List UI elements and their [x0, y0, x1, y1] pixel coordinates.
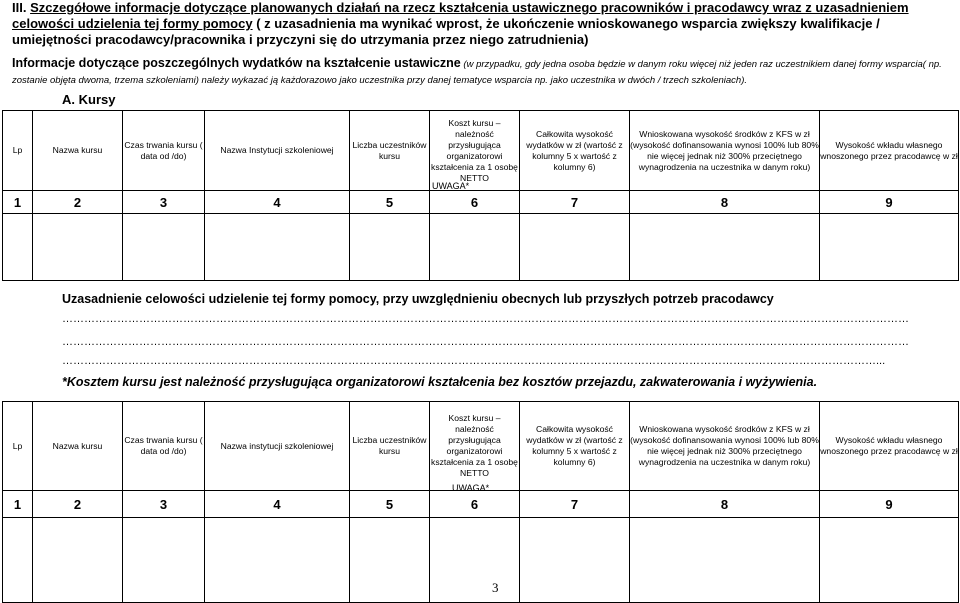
info-bold: Informacje dotyczące poszczególnych wydatków na kształcenie ustawiczne — [12, 56, 461, 70]
justification-line-3[interactable]: ……………………………………………………………………………………………………………………………………………………………………………………………………... — [62, 355, 886, 367]
t2-header-lp: Lp — [3, 402, 33, 491]
t1-col-number: 1 — [3, 191, 33, 214]
info-paragraph — [12, 56, 956, 88]
t1-col-number: 9 — [820, 191, 959, 214]
cost-footnote: *Kosztem kursu jest należność przysługująca organizatorowi kształcenia bez kosztów przejazdu, zakwaterowania i wyżywienia. — [62, 375, 818, 389]
t2-col-number: 3 — [123, 491, 205, 518]
t2-entry-cell[interactable] — [350, 518, 430, 603]
t1-header-total: Całkowita wysokość wydatków w zł (wartość z kolumny 5 x wartość z kolumny 6) — [520, 111, 630, 191]
t2-entry-cell[interactable] — [205, 518, 350, 603]
section-heading — [12, 0, 952, 48]
t1-col-number: 5 — [350, 191, 430, 214]
table1-entry-row — [3, 214, 959, 281]
t2-header-kfs: Wnioskowana wysokość środków z KFS w zł (wysokość dofinansowania wynosi 100% lub 80% nie więcej jednak niż 300% przeciętnego wynagrodzenia na uczestnika w danym roku) — [630, 402, 820, 491]
t1-col-number: 8 — [630, 191, 820, 214]
t1-header-course-name: Nazwa kursu — [33, 111, 123, 191]
justification-line-2[interactable]: …………………………………………………………………………………………………………………………………………………………………………………………………………… — [62, 336, 909, 348]
t1-col-number: 4 — [205, 191, 350, 214]
justification-line-1[interactable]: …………………………………………………………………………………………………………………………………………………………………………………………………………… — [62, 313, 909, 325]
t1-col-number: 3 — [123, 191, 205, 214]
t1-header-institution: Nazwa Instytucji szkoleniowej — [205, 111, 350, 191]
page-number: 3 — [492, 580, 499, 595]
info-italic: (w przypadku, gdy jedna osoba będzie w danym roku więcej niż jeden raz uczestnikiem danej formy wsparcia( np. zostanie objęta dwoma, trzema szkoleniami) należy wykazać ją każdorazowo jako uczestnika przy danej tematyce wsparcia np. jako uczestnika w dwóch / trzech szkoleniach). — [12, 59, 942, 86]
t2-col-number: 5 — [350, 491, 430, 518]
table2-number-row — [3, 491, 959, 518]
justification-heading: Uzasadnienie celowości udzielenie tej formy pomocy, przy uwzględnieniu obecnych lub przyszłych potrzeb pracodawcy — [62, 292, 774, 306]
t2-header-cost: Koszt kursu – należność przysługująca organizatorowi kształcenia za 1 osobę NETTO — [430, 402, 520, 491]
t2-entry-cell[interactable] — [630, 518, 820, 603]
t1-header-lp: Lp — [3, 111, 33, 191]
section-a-title: A. Kursy — [62, 92, 116, 107]
table1-number-row — [3, 191, 959, 214]
t2-col-number: 4 — [205, 491, 350, 518]
table2-header-row — [3, 402, 959, 491]
t1-entry-cell[interactable] — [820, 214, 959, 281]
t2-col-number: 9 — [820, 491, 959, 518]
t2-col-number: 2 — [33, 491, 123, 518]
courses-table-1 — [2, 110, 959, 281]
t1-header-cost: Koszt kursu – należność przysługująca organizatorowi kształcenia za 1 osobę NETTO — [430, 111, 520, 191]
t2-entry-cell[interactable] — [430, 518, 520, 603]
t2-entry-cell[interactable] — [520, 518, 630, 603]
t2-entry-cell[interactable] — [123, 518, 205, 603]
t1-header-own-contribution: Wysokość wkładu własnego wnoszonego przez pracodawcę w zł — [820, 111, 959, 191]
section-title-underlined: Szczegółowe informacje dotyczące planowanych działań na rzecz kształcenia ustawicznego pracowników i pracodawcy wraz z uzasadnieniem celowości udzielenia tej formy pomocy — [12, 0, 909, 31]
t1-entry-cell[interactable] — [630, 214, 820, 281]
t2-col-number: 7 — [520, 491, 630, 518]
t2-col-number: 6 — [430, 491, 520, 518]
t2-entry-cell[interactable] — [3, 518, 33, 603]
t2-entry-cell[interactable] — [33, 518, 123, 603]
t2-header-course-name: Nazwa kursu — [33, 402, 123, 491]
table2-entry-row — [3, 518, 959, 603]
t2-col-number: 8 — [630, 491, 820, 518]
t1-entry-cell[interactable] — [123, 214, 205, 281]
t1-header-kfs: Wnioskowana wysokość środków z KFS w zł (wysokość dofinansowania wynosi 100% lub 80% nie więcej jednak niż 300% przeciętnego wynagrodzenia na uczestnika w danym roku) — [630, 111, 820, 191]
t1-col-number: 6 — [430, 191, 520, 214]
t2-header-own-contribution: Wysokość wkładu własnego wnoszonego przez pracodawcę w zł — [820, 402, 959, 491]
t2-uwaga-note: UWAGA* — [452, 483, 490, 493]
t1-entry-cell[interactable] — [350, 214, 430, 281]
section-title-rest: ( z uzasadnienia ma wynikać wprost, że ukończenie wnioskowanego wsparcia zwiększy kwalifikacje / umiejętności pracodawcy/pracownika i przyczyni się do utrzymania przez niego zatrudnienia) — [12, 16, 880, 47]
t1-header-duration: Czas trwania kursu ( data od /do) — [123, 111, 205, 191]
t1-entry-cell[interactable] — [205, 214, 350, 281]
t1-col-number: 2 — [33, 191, 123, 214]
t1-entry-cell[interactable] — [520, 214, 630, 281]
t2-entry-cell[interactable] — [820, 518, 959, 603]
t1-col-number: 7 — [520, 191, 630, 214]
courses-table-2 — [2, 401, 959, 603]
t1-entry-cell[interactable] — [3, 214, 33, 281]
t1-entry-cell[interactable] — [33, 214, 123, 281]
table1-header-row — [3, 111, 959, 191]
t2-header-duration: Czas trwania kursu ( data od /do) — [123, 402, 205, 491]
t1-header-participants: Liczba uczestników kursu — [350, 111, 430, 191]
t2-header-participants: Liczba uczestników kursu — [350, 402, 430, 491]
section-number: III. — [12, 0, 27, 15]
t1-entry-cell[interactable] — [430, 214, 520, 281]
t2-header-total: Całkowita wysokość wydatków w zł (wartość z kolumny 5 x wartość z kolumny 6) — [520, 402, 630, 491]
t2-header-institution: Nazwa instytucji szkoleniowej — [205, 402, 350, 491]
t1-uwaga-note: UWAGA* — [432, 181, 470, 191]
t2-col-number: 1 — [3, 491, 33, 518]
